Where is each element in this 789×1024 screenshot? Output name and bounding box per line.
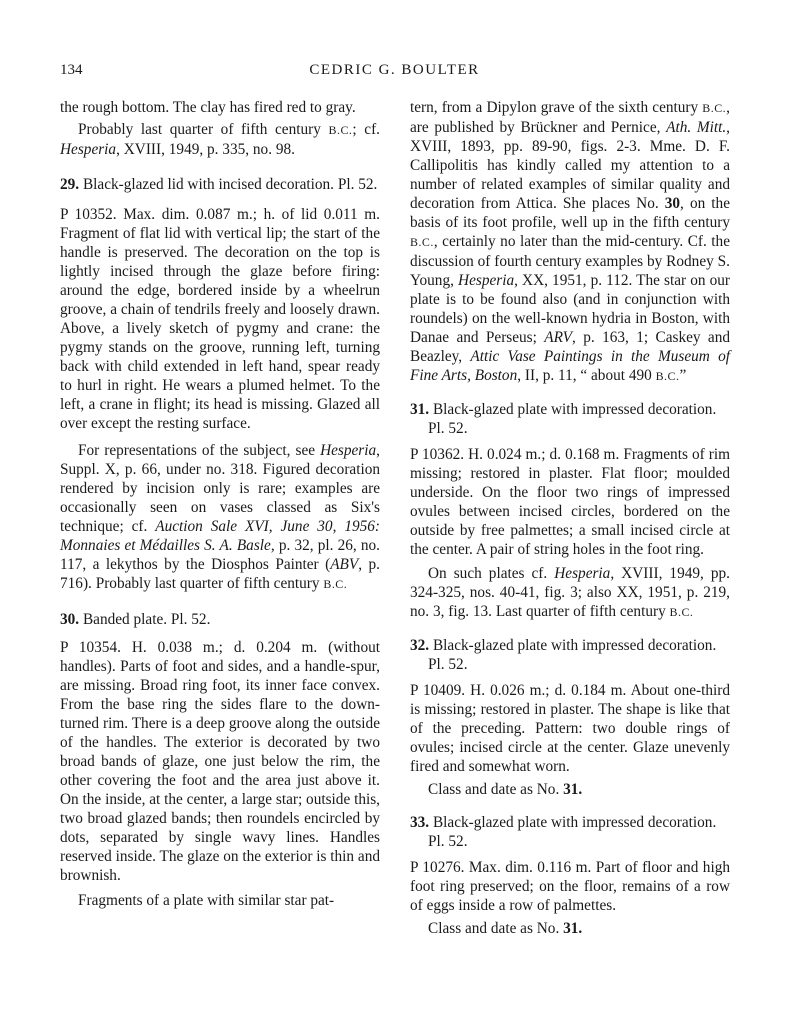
entry-29-heading: 29. Black-glazed lid with incised decoration. Pl. 52. xyxy=(60,176,378,193)
entry-30-commentary-start: Fragments of a plate with similar star pat- xyxy=(78,892,335,909)
entry-29-commentary: For representations of the subject, see Hesperia, Suppl. X, p. 66, under no. 318. Figured decoration rendered by incision only is rare; examples are occasionally seen on vases classed as Six's technique; cf. Auction Sale XVI, June 30, 1956: Monnaies et Médailles S. A. Basle, p. 32, pl. 26, no. 117, a lekythos by the Diosphos Painter (ABV, p. 716). Probably last quarter of fifth century B.C. xyxy=(60,442,381,592)
page-number: 134 xyxy=(60,62,83,78)
right-column xyxy=(410,98,730,938)
dating-paragraph: Probably last quarter of fifth century B.C.; cf. Hesperia, XVIII, 1949, p. 335, no. 98. xyxy=(60,121,380,158)
entry-31-heading: 31. Black-glazed plate with impressed decoration. Pl. 52. xyxy=(410,401,717,437)
entry-33-description: P 10276. Max. dim. 0.116 m. Part of floor and high foot ring preserved; on the floor, remains of a row of eggs inside a row of palmettes. xyxy=(410,859,730,914)
entry-33-heading: 33. Black-glazed plate with impressed decoration. Pl. 52. xyxy=(410,814,717,850)
entry-30-commentary-continued: tern, from a Dipylon grave of the sixth century B.C., are published by Brückner and Pernice, Ath. Mitt., XVIII, 1893, pp. 89-90, figs. 2-3. Mme. D. F. Callipolitis has kindly called my attention to a number of related examples of similar quality and decoration from Attica. She places No. 30, on the basis of its foot profile, well up in the fifth century B.C., certainly no later than the mid-century. Cf. the discussion of fourth century examples by Rodney S. Young, Hesperia, XX, 1951, p. 112. The star on our plate is to be found also (and in conjunction with roundels) on the well-known hydria in Boston, with Danae and Perseus; ARV, p. 163, 1; Caskey and Beazley, Attic Vase Paintings in the Museum of Fine Arts, Boston, II, p. 11, “ about 490 B.C.” xyxy=(410,99,730,384)
entry-29-description: P 10352. Max. dim. 0.087 m.; h. of lid 0.011 m. Fragment of flat lid with vertical lip; the start of the handle is preserved. The decoration on the top is lightly incised through the glaze before firing: around the edge, bordered inside by a wheelrun groove, a chain of tendrils freely and loosely drawn. Above, a lively sketch of pygmy and crane: the pygmy stands on the groove, running left, turning back with child extended in left hand, spear ready to hurl in right. He wears a plumed helmet. To the left, a crane in flight; its head is missing. Glazed all over except the resting surface. xyxy=(60,206,380,432)
entry-32-description: P 10409. H. 0.026 m.; d. 0.184 m. About one-third is missing; restored in plaster. The shape is like that of the preceding. Pattern: two double rings of ovules; incised circle at the center. Glaze unevenly fired and somewhat worn. xyxy=(410,682,730,775)
entry-32-heading: 32. Black-glazed plate with impressed decoration. Pl. 52. xyxy=(410,637,717,673)
running-head: CEDRIC G. BOULTER xyxy=(309,62,480,78)
left-column xyxy=(60,98,380,910)
continued-paragraph: the rough bottom. The clay has fired red to gray. xyxy=(60,99,356,116)
entry-32-class-date: Class and date as No. 31. xyxy=(428,781,583,798)
entry-31-commentary: On such plates cf. Hesperia, XVIII, 1949, pp. 324-325, nos. 40-41, fig. 3; also XX, 1951, p. 219, no. 3, fig. 13. Last quarter of fifth century B.C. xyxy=(410,565,730,620)
entry-30-heading: 30. Banded plate. Pl. 52. xyxy=(60,611,211,628)
entry-31-description: P 10362. H. 0.024 m.; d. 0.168 m. Fragments of rim missing; restored in plaster. Flat floor; moulded underside. On the floor two rings of impressed ovules between incised circles, bordered on the outside by free palmettes; a small incised circle at the center. A pair of string holes in the foot ring. xyxy=(410,446,730,558)
entry-33-class-date: Class and date as No. 31. xyxy=(428,920,583,937)
entry-30-description: P 10354. H. 0.038 m.; d. 0.204 m. (without handles). Parts of foot and sides, and a handle-spur, are missing. Broad ring foot, its inner face convex. From the base ring the sides flare to the down-turned rim. There is a deep groove along the outside of the handles. The exterior is decorated by two broad bands of glaze, one just below the rim, the other covering the foot and the area just above it. On the inside, at the center, a large star; outside this, two broad glazed bands; then roundels encircled by dots, separated by single wavy lines. Handles reserved inside. The glaze on the exterior is thin and brownish. xyxy=(60,639,380,884)
